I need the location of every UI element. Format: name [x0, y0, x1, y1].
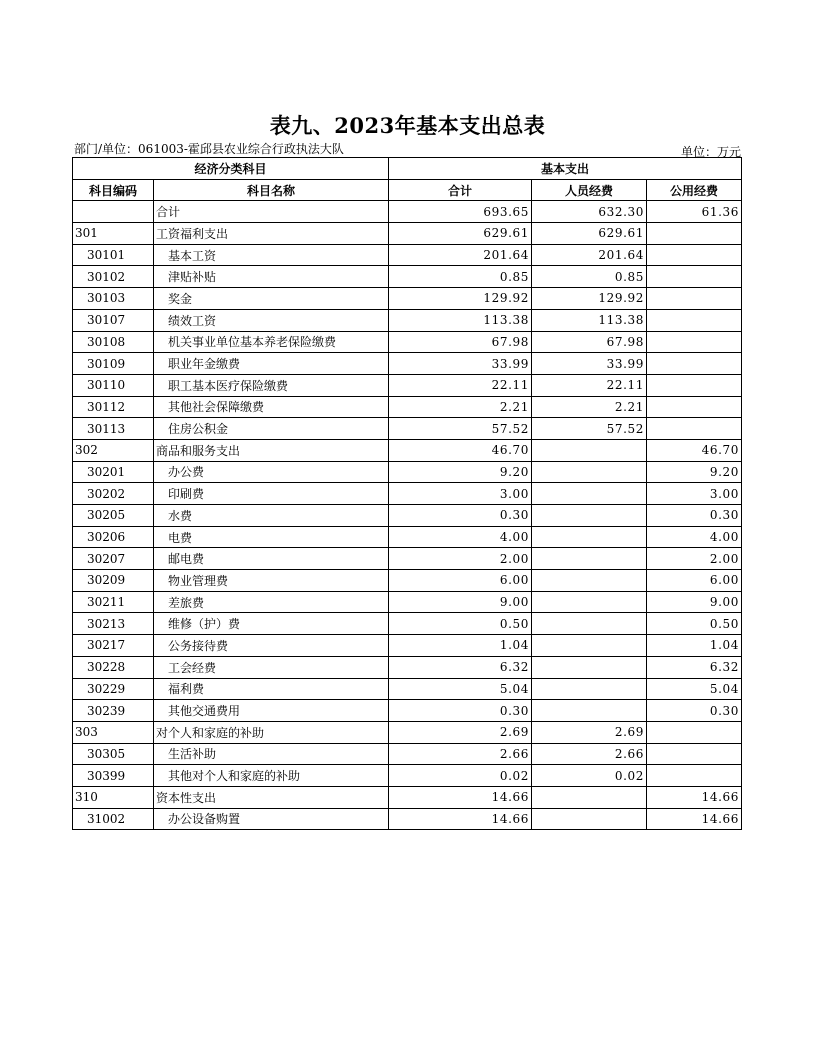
public-cell: 1.04	[647, 635, 742, 657]
public-cell	[647, 396, 742, 418]
public-cell	[647, 418, 742, 440]
table-row	[73, 266, 742, 288]
personnel-cell: 632.30	[532, 201, 647, 223]
table-row	[73, 483, 742, 505]
code-cell: 30201	[73, 461, 154, 483]
total-cell: 3.00	[389, 483, 532, 505]
public-cell: 46.70	[647, 439, 742, 461]
table-row	[73, 613, 742, 635]
personnel-cell	[532, 678, 647, 700]
name-cell: 绩效工资	[154, 309, 389, 331]
table-row	[73, 765, 742, 787]
table-body	[73, 201, 742, 830]
personnel-cell	[532, 656, 647, 678]
code-cell: 30107	[73, 309, 154, 331]
public-cell	[647, 374, 742, 396]
code-cell: 31002	[73, 808, 154, 830]
public-cell: 14.66	[647, 786, 742, 808]
public-cell	[647, 353, 742, 375]
code-cell: 30239	[73, 700, 154, 722]
code-cell: 30211	[73, 591, 154, 613]
code-cell: 30399	[73, 765, 154, 787]
name-cell: 职业年金缴费	[154, 353, 389, 375]
public-cell	[647, 331, 742, 353]
public-cell: 14.66	[647, 808, 742, 830]
total-cell: 693.65	[389, 201, 532, 223]
total-cell: 57.52	[389, 418, 532, 440]
code-cell: 30209	[73, 570, 154, 592]
table-row	[73, 439, 742, 461]
table-row	[73, 570, 742, 592]
code-cell: 30207	[73, 548, 154, 570]
table-row	[73, 678, 742, 700]
code-cell	[73, 201, 154, 223]
header-name: 科目名称	[154, 179, 389, 201]
name-cell: 物业管理费	[154, 570, 389, 592]
public-cell: 9.00	[647, 591, 742, 613]
name-cell: 办公费	[154, 461, 389, 483]
page-title: 表九、2023年基本支出总表	[269, 113, 546, 138]
name-cell: 基本工资	[154, 244, 389, 266]
personnel-cell	[532, 786, 647, 808]
name-cell: 奖金	[154, 288, 389, 310]
header-basic-expenditure: 基本支出	[389, 158, 742, 180]
public-cell: 61.36	[647, 201, 742, 223]
name-cell: 机关事业单位基本养老保险缴费	[154, 331, 389, 353]
code-cell: 30103	[73, 288, 154, 310]
table-row	[73, 396, 742, 418]
public-cell: 0.30	[647, 505, 742, 527]
header-public: 公用经费	[647, 179, 742, 201]
name-cell: 邮电费	[154, 548, 389, 570]
personnel-cell: 129.92	[532, 288, 647, 310]
header-personnel: 人员经费	[532, 179, 647, 201]
table-row	[73, 374, 742, 396]
personnel-cell	[532, 635, 647, 657]
personnel-cell: 629.61	[532, 223, 647, 245]
public-cell	[647, 266, 742, 288]
total-cell: 0.50	[389, 613, 532, 635]
total-cell: 629.61	[389, 223, 532, 245]
total-cell: 4.00	[389, 526, 532, 548]
total-cell: 0.85	[389, 266, 532, 288]
name-cell: 水费	[154, 505, 389, 527]
name-cell: 其他对个人和家庭的补助	[154, 765, 389, 787]
code-cell: 30229	[73, 678, 154, 700]
total-cell: 201.64	[389, 244, 532, 266]
personnel-cell: 0.85	[532, 266, 647, 288]
total-cell: 46.70	[389, 439, 532, 461]
personnel-cell	[532, 700, 647, 722]
code-cell: 30102	[73, 266, 154, 288]
personnel-cell	[532, 505, 647, 527]
total-cell: 2.00	[389, 548, 532, 570]
table-row	[73, 331, 742, 353]
department-label: 部门/单位：061003-霍邱县农业综合行政执法大队	[74, 142, 344, 156]
header-total: 合计	[389, 179, 532, 201]
name-cell: 生活补助	[154, 743, 389, 765]
table-row	[73, 743, 742, 765]
public-cell: 4.00	[647, 526, 742, 548]
public-cell	[647, 765, 742, 787]
total-cell: 5.04	[389, 678, 532, 700]
personnel-cell	[532, 526, 647, 548]
total-cell: 22.11	[389, 374, 532, 396]
code-cell: 30109	[73, 353, 154, 375]
table-row	[73, 505, 742, 527]
header-group-row	[73, 158, 742, 180]
code-cell: 30101	[73, 244, 154, 266]
table-row	[73, 288, 742, 310]
code-cell: 30205	[73, 505, 154, 527]
code-cell: 302	[73, 439, 154, 461]
table-row	[73, 591, 742, 613]
total-cell: 2.69	[389, 721, 532, 743]
total-cell: 0.02	[389, 765, 532, 787]
code-cell: 30213	[73, 613, 154, 635]
personnel-cell	[532, 461, 647, 483]
table-row	[73, 808, 742, 830]
name-cell: 职工基本医疗保险缴费	[154, 374, 389, 396]
code-cell: 310	[73, 786, 154, 808]
code-cell: 30110	[73, 374, 154, 396]
code-cell: 30206	[73, 526, 154, 548]
public-cell: 6.32	[647, 656, 742, 678]
table-row	[73, 526, 742, 548]
code-cell: 30202	[73, 483, 154, 505]
code-cell: 30112	[73, 396, 154, 418]
name-cell: 印刷费	[154, 483, 389, 505]
table-row	[73, 418, 742, 440]
code-cell: 30113	[73, 418, 154, 440]
personnel-cell: 57.52	[532, 418, 647, 440]
personnel-cell	[532, 548, 647, 570]
name-cell: 津贴补贴	[154, 266, 389, 288]
personnel-cell: 201.64	[532, 244, 647, 266]
total-cell: 9.00	[389, 591, 532, 613]
table-row	[73, 461, 742, 483]
name-cell: 对个人和家庭的补助	[154, 721, 389, 743]
total-cell: 14.66	[389, 808, 532, 830]
personnel-cell	[532, 439, 647, 461]
total-cell: 1.04	[389, 635, 532, 657]
expenditure-table	[72, 157, 742, 830]
personnel-cell: 2.66	[532, 743, 647, 765]
public-cell	[647, 721, 742, 743]
public-cell: 5.04	[647, 678, 742, 700]
total-cell: 33.99	[389, 353, 532, 375]
name-cell: 电费	[154, 526, 389, 548]
personnel-cell: 2.21	[532, 396, 647, 418]
name-cell: 工资福利支出	[154, 223, 389, 245]
personnel-cell	[532, 570, 647, 592]
public-cell	[647, 223, 742, 245]
table-row	[73, 656, 742, 678]
public-cell: 9.20	[647, 461, 742, 483]
code-cell: 30217	[73, 635, 154, 657]
table-row	[73, 721, 742, 743]
table-row	[73, 548, 742, 570]
name-cell: 办公设备购置	[154, 808, 389, 830]
public-cell: 6.00	[647, 570, 742, 592]
total-cell: 129.92	[389, 288, 532, 310]
total-cell: 2.66	[389, 743, 532, 765]
personnel-cell	[532, 613, 647, 635]
table-row	[73, 635, 742, 657]
code-cell: 30108	[73, 331, 154, 353]
name-cell: 差旅费	[154, 591, 389, 613]
table-row	[73, 309, 742, 331]
name-cell: 其他社会保障缴费	[154, 396, 389, 418]
header-economic-classification: 经济分类科目	[73, 158, 389, 180]
personnel-cell	[532, 483, 647, 505]
personnel-cell: 22.11	[532, 374, 647, 396]
header-code: 科目编码	[73, 179, 154, 201]
public-cell: 3.00	[647, 483, 742, 505]
table-row	[73, 223, 742, 245]
total-cell: 2.21	[389, 396, 532, 418]
public-cell: 0.30	[647, 700, 742, 722]
header-column-row	[73, 179, 742, 201]
public-cell: 2.00	[647, 548, 742, 570]
total-cell: 0.30	[389, 505, 532, 527]
personnel-cell: 2.69	[532, 721, 647, 743]
public-cell	[647, 244, 742, 266]
name-cell: 合计	[154, 201, 389, 223]
public-cell	[647, 743, 742, 765]
personnel-cell	[532, 591, 647, 613]
unit-label: 单位：万元	[680, 145, 741, 159]
name-cell: 资本性支出	[154, 786, 389, 808]
table-row	[73, 700, 742, 722]
table-row	[73, 244, 742, 266]
total-cell: 6.32	[389, 656, 532, 678]
name-cell: 福利费	[154, 678, 389, 700]
personnel-cell	[532, 808, 647, 830]
public-cell	[647, 309, 742, 331]
code-cell: 30228	[73, 656, 154, 678]
name-cell: 工会经费	[154, 656, 389, 678]
personnel-cell: 113.38	[532, 309, 647, 331]
code-cell: 303	[73, 721, 154, 743]
personnel-cell: 67.98	[532, 331, 647, 353]
table-row	[73, 201, 742, 223]
total-cell: 9.20	[389, 461, 532, 483]
total-cell: 67.98	[389, 331, 532, 353]
total-cell: 0.30	[389, 700, 532, 722]
personnel-cell: 33.99	[532, 353, 647, 375]
name-cell: 公务接待费	[154, 635, 389, 657]
name-cell: 商品和服务支出	[154, 439, 389, 461]
table-row	[73, 353, 742, 375]
code-cell: 30305	[73, 743, 154, 765]
table-row	[73, 786, 742, 808]
public-cell	[647, 288, 742, 310]
public-cell: 0.50	[647, 613, 742, 635]
total-cell: 6.00	[389, 570, 532, 592]
name-cell: 维修（护）费	[154, 613, 389, 635]
total-cell: 113.38	[389, 309, 532, 331]
total-cell: 14.66	[389, 786, 532, 808]
personnel-cell: 0.02	[532, 765, 647, 787]
name-cell: 其他交通费用	[154, 700, 389, 722]
name-cell: 住房公积金	[154, 418, 389, 440]
code-cell: 301	[73, 223, 154, 245]
